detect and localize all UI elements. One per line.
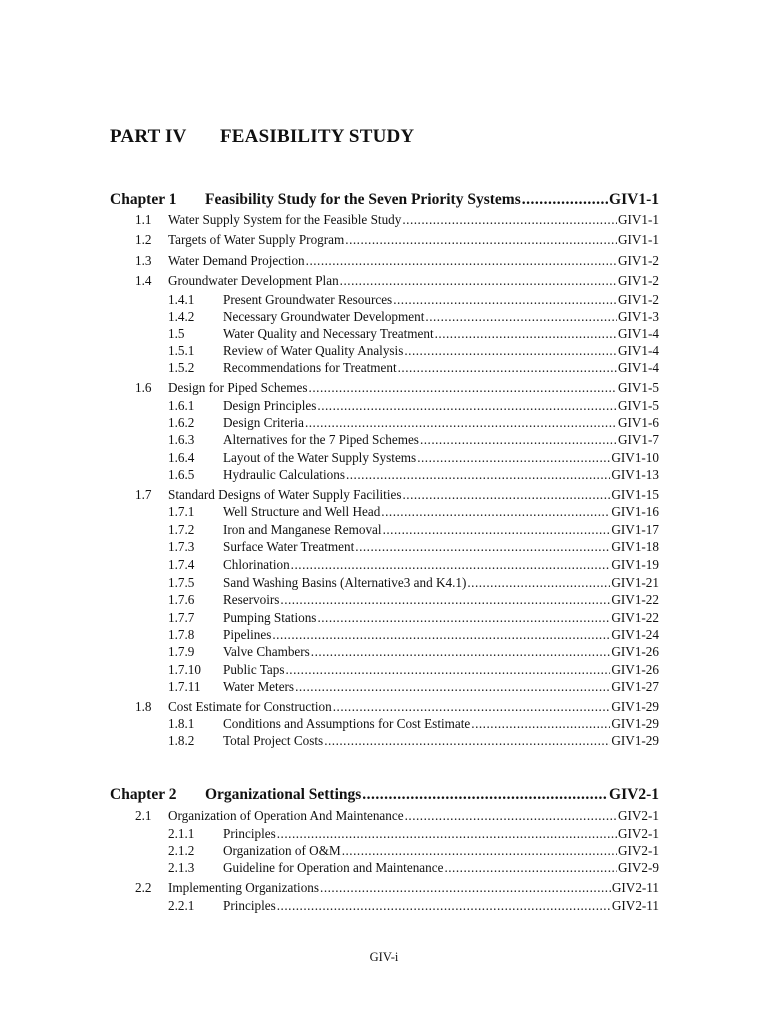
toc-entry-page: GIV1-2 [617,292,659,307]
toc-entry-page: GIV1-22 [611,610,659,625]
toc-entry-page: GIV2-11 [611,880,659,895]
toc-entry-title: Implementing Organizations [168,880,320,895]
dot-leader [291,557,611,573]
dot-leader [522,191,608,209]
toc-entry-page: GIV1-4 [617,343,659,358]
toc-entry [168,522,659,539]
dot-leader [345,232,617,248]
toc-entry-page: GIV1-22 [611,592,659,607]
toc-entry-title: Well Structure and Well Head [223,504,381,519]
dot-leader [277,898,611,914]
dot-leader [285,662,610,678]
toc-entry [168,716,659,733]
dot-leader [417,450,610,466]
toc-entry [135,232,659,249]
toc-entry [168,292,659,309]
dot-leader [317,610,610,626]
toc-entry-number: 2.1.1 [168,826,195,841]
chapter-heading [110,786,659,804]
toc-entry-title: Targets of Water Supply Program [168,232,345,247]
toc-entry-number: 1.6.3 [168,432,195,447]
toc-entry [168,309,659,326]
toc-entry [168,733,659,750]
toc-entry [168,415,659,432]
dot-leader [272,627,610,643]
toc-entry-title: Pipelines [223,627,272,642]
toc-entry-title: Layout of the Water Supply Systems [223,450,417,465]
toc-entry-title: Pumping Stations [223,610,317,625]
toc-entry-title: Valve Chambers [223,644,310,659]
toc-entry-page: GIV1-17 [611,522,659,537]
dot-leader [425,309,617,325]
toc-entry [168,662,659,679]
toc-entry-number: 2.2.1 [168,898,195,913]
dot-leader [320,880,611,896]
toc-entry-title: Iron and Manganese Removal [223,522,382,537]
part-label: PART IV [110,126,187,147]
toc-entry-title: Cost Estimate for Construction [168,699,332,714]
toc-entry [135,380,659,397]
dot-leader [309,380,617,396]
toc-entry [135,699,659,716]
toc-entry-number: 1.4 [135,273,152,288]
toc-entry [135,808,659,825]
dot-leader [317,398,617,414]
toc-entry-title: Review of Water Quality Analysis [223,343,404,358]
toc-entry-title: Water Quality and Necessary Treatment [223,326,434,341]
toc-entry [168,326,659,343]
toc-entry-page: GIV2-1 [617,826,659,841]
toc-entry-number: 1.8 [135,699,152,714]
chapter-label: Chapter 1 [110,191,177,208]
toc-entry-title: Guideline for Operation and Maintenance [223,860,444,875]
dot-leader [471,716,610,732]
toc-entry-page: GIV2-1 [617,843,659,858]
chapter-page: GIV2-1 [609,786,659,803]
toc-entry-number: 1.7.8 [168,627,195,642]
toc-entry-page: GIV1-24 [611,627,659,642]
toc-entry-title: Water Demand Projection [168,253,305,268]
toc-entry-title: Design Principles [223,398,317,413]
toc-entry-page: GIV1-21 [611,575,659,590]
toc-entry-page: GIV1-10 [611,450,659,465]
toc-entry-number: 2.1.3 [168,860,195,875]
part-heading [110,126,415,148]
toc-entry-title: Chlorination [223,557,290,572]
toc-entry-title: Standard Designs of Water Supply Facilities [168,487,402,502]
toc-entry-page: GIV1-16 [611,504,659,519]
dot-leader [383,522,611,538]
toc-entry [168,627,659,644]
toc-entry-number: 1.7.11 [168,679,201,694]
toc-entry [135,880,659,897]
toc-entry-title: Water Supply System for the Feasible Study [168,212,402,227]
toc-entry-page: GIV2-11 [611,898,659,913]
toc-entry-page: GIV1-26 [611,644,659,659]
toc-entry-page: GIV1-1 [617,232,659,247]
dot-leader [340,273,617,289]
toc-entry [168,539,659,556]
toc-entry-page: GIV1-2 [617,273,659,288]
toc-entry-number: 1.4.2 [168,309,195,324]
toc-entry-number: 1.6.2 [168,415,195,430]
toc-entry [168,450,659,467]
dot-leader [435,326,617,342]
chapter-title: Organizational Settings [205,786,362,803]
toc-entry-number: 1.5.1 [168,343,195,358]
toc-entry-number: 1.6 [135,380,152,395]
toc-entry-page: GIV1-6 [617,415,659,430]
dot-leader [333,699,611,715]
toc-entry-number: 1.8.1 [168,716,195,731]
toc-entry [135,212,659,229]
toc-entry-page: GIV1-29 [611,699,659,714]
toc-entry [168,610,659,627]
toc-entry-number: 1.7.2 [168,522,195,537]
dot-leader [444,860,617,876]
dot-leader [404,343,617,359]
toc-entry-page: GIV1-27 [611,679,659,694]
dot-leader [324,733,610,749]
toc-entry-number: 1.8.2 [168,733,195,748]
dot-leader [295,679,610,695]
toc-entry-number: 1.6.4 [168,450,195,465]
toc-entry-title: Necessary Groundwater Development [223,309,425,324]
dot-leader [398,360,617,376]
toc-entry [168,343,659,360]
toc-entry-title: Principles [223,826,276,841]
page-number: GIV-i [369,950,399,964]
chapter-title: Feasibility Study for the Seven Priority Systems [205,191,521,208]
toc-entry-title: Recommendations for Treatment [223,360,397,375]
toc-entry-number: 1.7.6 [168,592,195,607]
toc-entry-title: Total Project Costs [223,733,324,748]
toc-entry-page: GIV1-4 [617,326,659,341]
toc-entry-title: Design Criteria [223,415,304,430]
dot-leader [311,644,611,660]
toc-entry-title: Conditions and Assumptions for Cost Estimate [223,716,471,731]
dot-leader [381,504,610,520]
toc-entry-number: 1.4.1 [168,292,195,307]
toc-entry [135,253,659,270]
dot-leader [420,432,617,448]
toc-entry [168,575,659,592]
dot-leader [405,808,617,824]
toc-entry [168,557,659,574]
toc-entry-number: 1.7.9 [168,644,195,659]
dot-leader [402,487,610,503]
toc-entry-page: GIV1-29 [611,716,659,731]
toc-entry-page: GIV1-4 [617,360,659,375]
toc-entry [135,487,659,504]
toc-entry-title: Principles [223,898,276,913]
toc-entry-title: Sand Washing Basins (Alternative3 and K4.1) [223,575,467,590]
toc-entry-number: 1.1 [135,212,152,227]
toc-entry-title: Public Taps [223,662,285,677]
toc-entry-title: Present Groundwater Resources [223,292,393,307]
toc-entry-title: Surface Water Treatment [223,539,355,554]
toc-entry-number: 1.7 [135,487,152,502]
toc-entry-page: GIV1-15 [611,487,659,502]
toc-entry [168,592,659,609]
toc-entry-number: 2.2 [135,880,152,895]
toc-entry-title: Alternatives for the 7 Piped Schemes [223,432,419,447]
toc-entry-number: 1.6.1 [168,398,195,413]
dot-leader [342,843,617,859]
toc-entry-number: 1.2 [135,232,152,247]
chapter-label: Chapter 2 [110,786,177,803]
toc-entry [168,398,659,415]
toc-entry-number: 1.5 [168,326,185,341]
toc-entry [168,860,659,877]
toc-entry-page: GIV1-18 [611,539,659,554]
toc-entry-page: GIV1-7 [617,432,659,447]
toc-entry-number: 1.6.5 [168,467,195,482]
toc-entry-page: GIV1-5 [617,380,659,395]
toc-entry [168,826,659,843]
toc-entry-title: Organization of O&M [223,843,341,858]
toc-entry-number: 2.1 [135,808,152,823]
toc-entry [168,843,659,860]
toc-entry-page: GIV1-2 [617,253,659,268]
dot-leader [280,592,610,608]
dot-leader [467,575,610,591]
toc-entry-page: GIV1-26 [611,662,659,677]
chapter-heading [110,191,659,209]
toc-entry [168,467,659,484]
dot-leader [362,786,608,804]
dot-leader [346,467,610,483]
toc-entry-page: GIV2-1 [617,808,659,823]
toc-entry-page: GIV2-9 [617,860,659,875]
toc-entry-title: Hydraulic Calculations [223,467,345,482]
toc-entry [168,360,659,377]
toc-entry-page: GIV1-3 [617,309,659,324]
toc-entry-title: Organization of Operation And Maintenance [168,808,404,823]
dot-leader [355,539,610,555]
dot-leader [305,415,617,431]
toc-entry-number: 1.5.2 [168,360,195,375]
toc-entry [168,432,659,449]
chapter-page: GIV1-1 [609,191,659,208]
toc-entry [168,504,659,521]
part-title: FEASIBILITY STUDY [220,126,415,147]
toc-entry [168,898,659,915]
toc-entry-number: 1.7.1 [168,504,195,519]
toc-entry-page: GIV1-29 [611,733,659,748]
toc-entry-page: GIV1-1 [617,212,659,227]
toc-entry-number: 1.7.4 [168,557,195,572]
dot-leader [306,253,617,269]
dot-leader [277,826,617,842]
dot-leader [393,292,617,308]
toc-entry-title: Design for Piped Schemes [168,380,308,395]
toc-entry-page: GIV1-5 [617,398,659,413]
toc-entry [168,644,659,661]
toc-entry-number: 1.7.7 [168,610,195,625]
toc-entry-page: GIV1-19 [611,557,659,572]
toc-entry-number: 1.7.3 [168,539,195,554]
toc-entry [168,679,659,696]
toc-entry-page: GIV1-13 [611,467,659,482]
dot-leader [402,212,617,228]
toc-entry-title: Groundwater Development Plan [168,273,339,288]
toc-entry-number: 1.7.10 [168,662,201,677]
toc-entry-title: Reservoirs [223,592,280,607]
toc-entry [135,273,659,290]
toc-entry-title: Water Meters [223,679,295,694]
toc-entry-number: 2.1.2 [168,843,195,858]
toc-entry-number: 1.3 [135,253,152,268]
toc-entry-number: 1.7.5 [168,575,195,590]
